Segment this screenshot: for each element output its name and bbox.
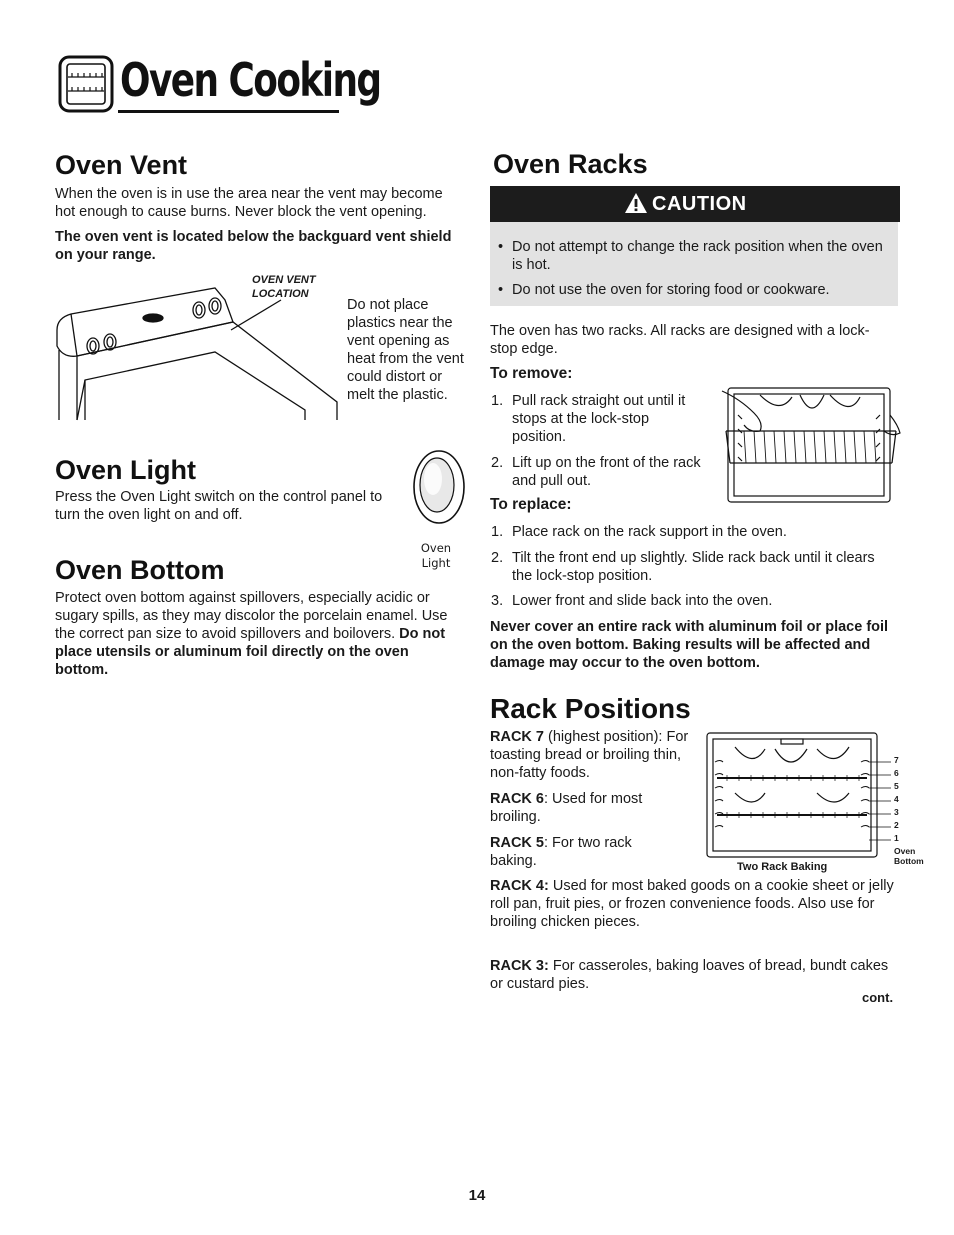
oven-light-para: Press the Oven Light switch on the control panel to turn the oven light on and off. (55, 489, 383, 523)
oven-vent-location-note: The oven vent is located below the backguard vent shield on your range. (55, 229, 452, 263)
vent-side-note: Do not place plastics near the vent opening as heat from the vent could distort or melt the plastic. (347, 297, 464, 403)
foil-warning: Never cover an entire rack with aluminum foil or place foil on the oven bottom. Baking results will be affected and damage may occur to the oven bottom. (490, 619, 889, 671)
replace-step: 2. Tilt the front end up slightly. Slide rack back until it clears the lock-stop position. (491, 550, 875, 584)
oven-racks-heading: Oven Racks (493, 149, 648, 179)
rack-positions-heading: Rack Positions (490, 693, 691, 724)
caution-body (490, 222, 898, 306)
caution-item: • Do not use the oven for storing food or cookware. (498, 282, 830, 298)
rack-number-list: 7 6 5 4 3 2 1 (894, 755, 899, 843)
rack-removal-illustration (720, 385, 902, 505)
to-remove-heading: To remove: (490, 365, 573, 382)
oven-light-switch-icon (412, 449, 466, 525)
oven-vent-heading: Oven Vent (55, 150, 188, 180)
rack-7-desc: RACK 7 (highest position): For toasting bread or broiling thin, non-fatty foods. (490, 729, 689, 781)
replace-step: 3. Lower front and slide back into the oven. (491, 593, 773, 609)
oven-icon (58, 55, 114, 113)
oven-vent-para: When the oven is in use the area near the vent may become hot enough to cause burns. Never block the vent opening. (55, 186, 443, 220)
replace-step: 1. Place rack on the rack support in the oven. (491, 524, 787, 540)
page-title: Oven Cooking (120, 53, 381, 107)
remove-step: 1. Pull rack straight out until it stops at the lock-stop position. (491, 393, 686, 445)
oven-light-switch-label: Oven Light (420, 541, 452, 570)
oven-racks-intro: The oven has two racks. All racks are designed with a lock-stop edge. (490, 323, 870, 357)
rack-3-desc: RACK 3: For casseroles, baking loaves of bread, bundt cakes or custard pies. (490, 958, 889, 992)
oven-light-heading: Oven Light (55, 455, 196, 485)
rack-4-desc: RACK 4: Used for most baked goods on a cookie sheet or jelly roll pan, fruit pies, or frozen convenience foods. Also use for broiling chicken pieces. (490, 878, 894, 930)
page-number: 14 (468, 1187, 486, 1204)
rack-positions-illustration (705, 731, 895, 861)
caution-banner (490, 186, 900, 222)
title-underline (118, 110, 339, 113)
oven-bottom-heading: Oven Bottom (55, 555, 225, 585)
oven-bottom-para: Protect oven bottom against spillovers, especially acidic or sugary spills, as they may discolor the porcelain enamel. Use the correct pan size to avoid spillovers and boilovers. Do not place utensils or aluminum foil directly on the oven bottom. (55, 590, 448, 678)
remove-step: 2. Lift up on the front of the rack and pull out. (491, 455, 701, 489)
to-replace-heading: To replace: (490, 496, 572, 513)
vent-callout-label: OVEN VENT LOCATION (252, 274, 316, 300)
warning-icon (624, 192, 648, 214)
diagram-caption: Two Rack Baking (737, 861, 828, 873)
oven-bottom-label: Oven Bottom (894, 846, 924, 866)
rack-5-desc: RACK 5: For two rack baking. (490, 835, 632, 869)
caution-item: • Do not attempt to change the rack position when the oven is hot. (498, 239, 883, 273)
continued-label: cont. (862, 990, 894, 1005)
caution-label: CAUTION (652, 193, 747, 215)
rack-6-desc: RACK 6: Used for most broiling. (490, 791, 643, 825)
